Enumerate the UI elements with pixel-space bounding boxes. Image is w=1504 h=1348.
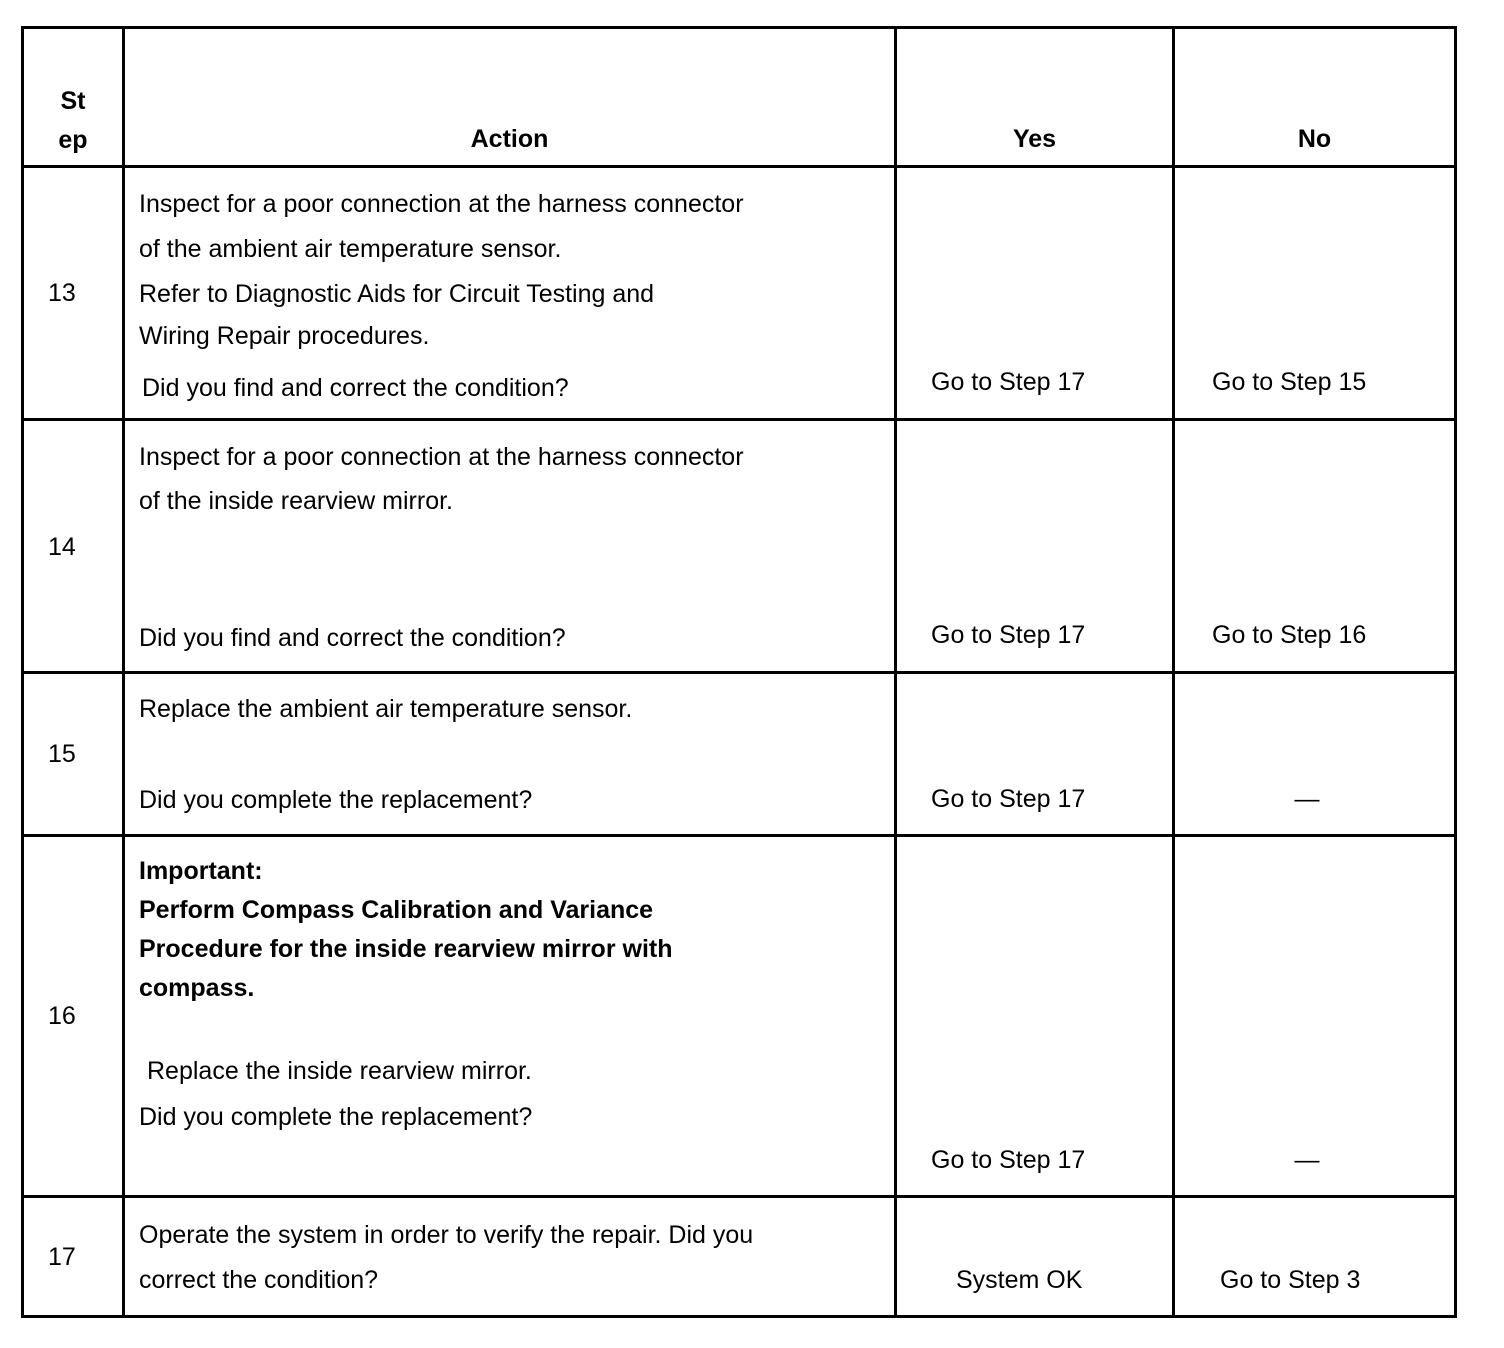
action-text: Inspect for a poor connection at the harness connector (139, 190, 744, 218)
header-row-divider (21, 165, 1457, 168)
action-text: Inspect for a poor connection at the harness connector (139, 443, 744, 471)
important-label: Important: (139, 857, 263, 885)
step-number: 16 (48, 1002, 76, 1030)
action-text: Replace the ambient air temperature sensor. (139, 695, 633, 723)
no-result: Go to Step 3 (1220, 1266, 1361, 1294)
row-divider (21, 418, 1457, 421)
header-action: Action (470, 125, 549, 153)
header-step-line-1: St (60, 87, 86, 115)
step-number: 14 (48, 533, 76, 561)
action-question: Did you find and correct the condition? (142, 374, 569, 402)
yes-result: Go to Step 17 (931, 621, 1086, 649)
header-step-line-2: ep (58, 126, 88, 154)
action-question: Did you complete the replacement? (139, 786, 533, 814)
diagnostic-table (21, 26, 1457, 1318)
yes-result: Go to Step 17 (931, 785, 1086, 813)
action-question: correct the condition? (139, 1266, 379, 1294)
step-number: 13 (48, 279, 76, 307)
yes-result: Go to Step 17 (931, 368, 1086, 396)
yes-result: Go to Step 17 (931, 1146, 1086, 1174)
action-question: Did you complete the replacement? (139, 1103, 533, 1131)
important-note: Perform Compass Calibration and Variance (139, 896, 654, 924)
table-border-top (21, 26, 1457, 29)
no-result: Go to Step 15 (1212, 368, 1367, 396)
no-result-dash: — (1294, 785, 1320, 813)
table-border-right (1454, 26, 1457, 1318)
action-text: of the inside rearview mirror. (139, 487, 454, 515)
action-text: Replace the inside rearview mirror. (147, 1057, 532, 1085)
row-divider (21, 1195, 1457, 1198)
action-text: Wiring Repair procedures. (139, 322, 430, 350)
no-result: Go to Step 16 (1212, 621, 1367, 649)
step-number: 17 (48, 1243, 76, 1271)
table-border-bottom (21, 1315, 1457, 1318)
action-text: of the ambient air temperature sensor. (139, 235, 562, 263)
action-question: Did you find and correct the condition? (139, 624, 566, 652)
column-divider (1172, 26, 1175, 1318)
important-note: Procedure for the inside rearview mirror with (139, 935, 673, 963)
important-note: compass. (139, 974, 255, 1002)
row-divider (21, 671, 1457, 674)
yes-result: System OK (956, 1266, 1083, 1294)
column-divider (122, 26, 125, 1318)
step-number: 15 (48, 740, 76, 768)
action-text: Refer to Diagnostic Aids for Circuit Testing and (139, 280, 655, 308)
header-no: No (1297, 125, 1332, 153)
row-divider (21, 834, 1457, 837)
header-yes: Yes (1012, 125, 1057, 153)
action-text: Operate the system in order to verify the repair. Did you (139, 1221, 754, 1249)
no-result-dash: — (1294, 1146, 1320, 1174)
table-border-left (21, 26, 24, 1318)
column-divider (894, 26, 897, 1318)
